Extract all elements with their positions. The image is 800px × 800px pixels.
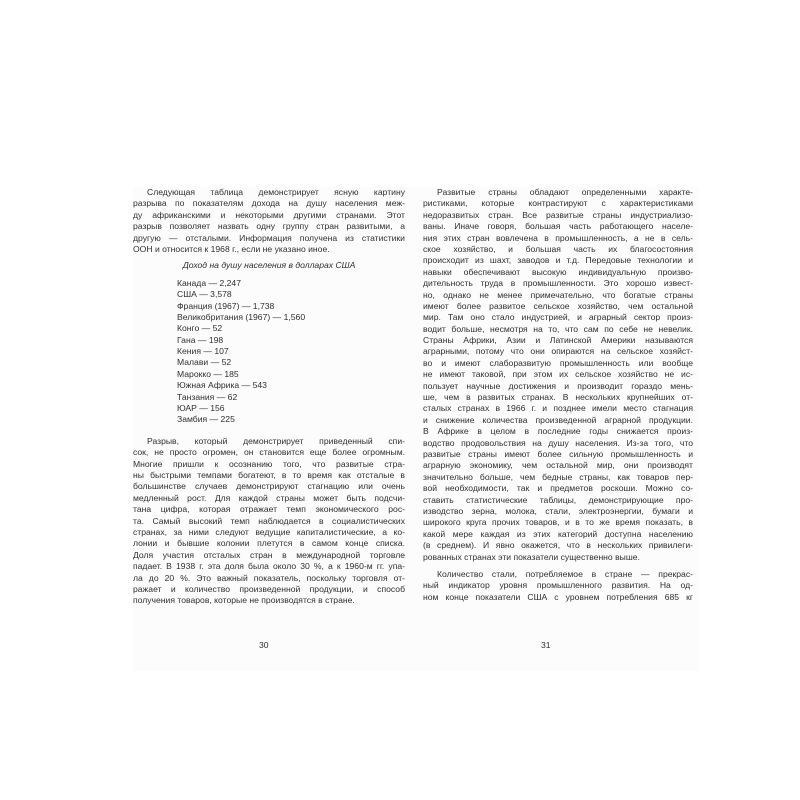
right-page <box>423 187 693 603</box>
text-line: Развитые страны обладают определенными характе- <box>437 187 693 197</box>
table-row: Малави — 52 <box>177 357 232 368</box>
text-line: но, однако не менее примечательно, что богатые страны <box>423 289 693 300</box>
table-title: Доход на душу населения в долларах США <box>182 260 356 271</box>
text-line: вой необходимости, так и предметов роскоши. Можно со- <box>423 483 693 494</box>
text-line: мир. Там оно стало индустрией, и аграрный сектор произ- <box>423 312 693 323</box>
text-line: ше, чем в развитых странах. В нескольких крупнейших от- <box>423 392 693 403</box>
text-line: получения товаров, которые не производятся в стране. <box>133 595 355 606</box>
text-line: большинстве случаев демонстрируют стагнацию или очень <box>133 481 405 492</box>
text-line: ваны. Иначе говоря, большая часть работающего населе- <box>423 221 693 232</box>
table-row: Замбия — 225 <box>177 414 235 425</box>
text-line: разрыва по показателям дохода на душу населения меж- <box>133 198 405 209</box>
text-line: и снижение количества произведенной аграрной продукции. <box>423 414 693 425</box>
left-page <box>133 187 405 607</box>
text-line: ния этих стран вовлечена в промышленность, а не в сель- <box>423 232 693 243</box>
text-line: происходит из шахт, заводов и т.д. Передовые технологии и <box>423 255 693 266</box>
left-paragraph-1 <box>133 187 405 255</box>
table-row: Великобритания (1967) — 1,560 <box>177 311 306 322</box>
table-row: Франция (1967) — 1,738 <box>177 300 275 311</box>
text-line: аграрную экономику, чем остальной мир, они производят <box>423 460 693 471</box>
text-line: во и имеют слаборазвитую промышленность или вообще <box>423 357 693 368</box>
text-line: изводство зерна, молока, стали, электроэнергии, бумаги и <box>423 505 693 516</box>
text-line: навыки обеспечивают высокую индивидуальную произво- <box>423 266 693 277</box>
text-line: ражает и количество произведенной продукции, и способ <box>133 583 405 594</box>
text-line: пользует научные достижения и производит гораздо мень- <box>423 380 693 391</box>
text-line: Доля участия отсталых стран в международной торговле <box>133 549 405 560</box>
text-line: широкого круга прочих товаров, и в то же время показать, в <box>423 517 693 528</box>
text-line: ООН и относится к 1968 г., если не указано иное. <box>133 243 330 254</box>
income-table <box>133 278 405 426</box>
table-row: Канада — 2,247 <box>177 277 241 288</box>
text-line: ный индикатор уровня промышленного развития. На од- <box>423 580 693 591</box>
text-line: аграрными, потому что они опираются на сельское хозяйст- <box>423 346 693 357</box>
table-row: ЮАР — 156 <box>177 403 225 414</box>
text-line: Следующая таблица демонстрирует ясную картину <box>147 187 405 197</box>
text-line: ны быстрыми темпами богатеют, в то время как отсталые в <box>133 470 405 480</box>
text-line: разрыв позволяет назвать одну группу стран развитыми, а <box>133 221 405 232</box>
text-line: Страны Африки, Азии и Латинской Америки называются <box>423 335 693 346</box>
table-row: Марокко — 185 <box>177 368 239 379</box>
table-row: Гана — 198 <box>177 334 224 345</box>
text-line: недоразвитых стран. Все развитые страны индустриализо- <box>423 209 693 220</box>
text-line: (в среднем). И явно окажется, что в нескольких привилеги- <box>423 540 693 551</box>
left-paragraph-2 <box>133 436 405 607</box>
text-line: ном конце показатели США с уровнем потребления 685 кг <box>423 591 693 602</box>
right-paragraph-1 <box>423 187 693 563</box>
text-line: не имеют таковой, при этом их сельское хозяйство не ис- <box>423 369 693 380</box>
text-line: падает. В 1938 г. эта доля была около 30 %, а к 1960-м гг. упа- <box>133 561 405 572</box>
page-number-right: 31 <box>541 640 551 650</box>
text-line: водит больше, несмотря на то, что сам по себе не невелик. <box>423 323 693 334</box>
table-row: Южная Африка — 543 <box>177 380 267 391</box>
table-row: Танзания — 62 <box>177 391 238 402</box>
text-line: водство продовольствия на душу населения. Из-за того, что <box>423 437 693 448</box>
text-line: другую — отсталыми. Информация получена из статистики <box>133 232 405 243</box>
table-row: Конго — 52 <box>177 323 223 334</box>
text-line: Количество стали, потребляемое в стране — прекрас- <box>437 568 693 579</box>
text-line: значительно больше, чем бедные страны, как товаров пер- <box>423 471 693 482</box>
text-line: медленный рост. Для каждой страны может быть подсчи- <box>133 492 405 503</box>
text-line: ду африканскими и некоторыми другими странами. Этот <box>133 209 405 220</box>
text-line: ское хозяйство, и большая часть их благосостояния <box>423 243 693 254</box>
table-row: США — 3,578 <box>177 289 232 300</box>
book-spread <box>133 187 699 671</box>
text-line: ристиками, которые контрастируют с характеристиками <box>423 198 693 209</box>
text-line: сталых странах в 1966 г. и позднее имели место стагнация <box>423 403 693 414</box>
table-row: Кения — 107 <box>177 346 229 357</box>
text-line: имеют более развитое сельское хозяйство, чем остальной <box>423 300 693 311</box>
text-line: та. Самый высокий темп наблюдается в социалистических <box>133 515 405 526</box>
text-line: сок, не просто огромен, он становится еще более огромным. <box>133 447 405 458</box>
text-line: какой мере каждая из этих категорий доступна населению <box>423 528 693 539</box>
text-line: Разрыв, который демонстрирует приведенный спи- <box>147 435 405 446</box>
text-line: развитые страны имеют более сильную промышленность и <box>423 448 693 459</box>
text-line: тана цифра, которая отражает темп экономического рос- <box>133 504 405 515</box>
text-line: дительность труда в промышленности. Это хорошо извест- <box>423 278 693 289</box>
text-line: Многие пришли к осознанию того, что развитые стра- <box>133 458 405 469</box>
text-line: ставить статистические таблицы, демонстрирующие про- <box>423 494 693 505</box>
text-line: лонии и бывшие колонии плетутся в самом конце списка. <box>133 538 405 549</box>
text-line: В Африке в целом в последние годы снижается произ- <box>423 426 693 437</box>
right-paragraph-2 <box>423 569 693 603</box>
text-line: рованных странах эти показатели существенно выше. <box>423 551 640 562</box>
text-line: странах, за ними следуют ведущие капиталистические, а ко- <box>133 526 405 537</box>
text-line: ла до 20 %. Это важный показатель, поскольку торговля от- <box>133 572 405 583</box>
page-number-left: 30 <box>259 640 269 650</box>
